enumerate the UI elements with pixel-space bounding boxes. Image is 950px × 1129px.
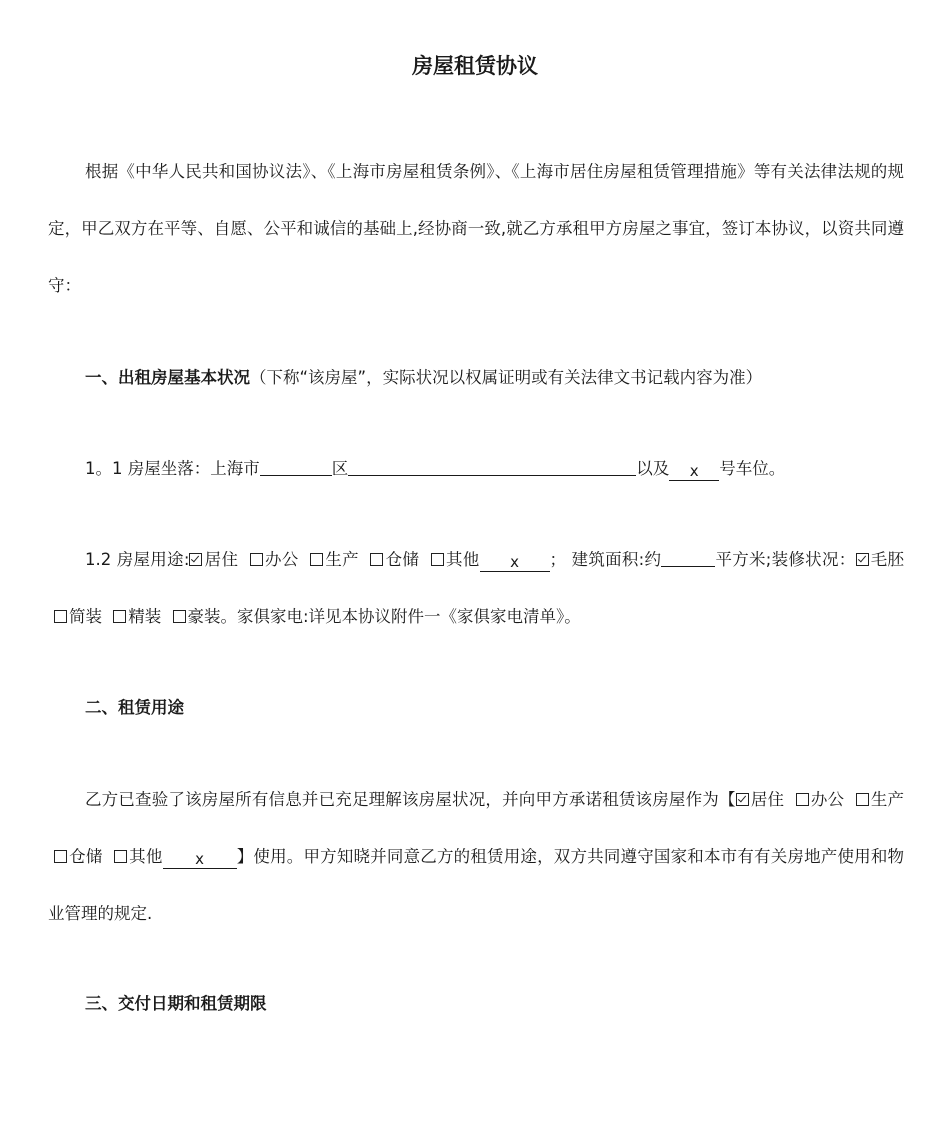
address-blank[interactable] [348,457,636,476]
section-3-heading: 三、交付日期和租赁期限 [85,994,267,1013]
area-prefix: ； 建筑面积:约 [549,550,662,569]
purpose-option-residential[interactable]: 居住 [736,790,785,809]
usage-option-office[interactable]: 办公 [244,550,299,569]
section-1-heading-line [85,364,762,392]
checkbox-icon[interactable] [310,553,323,566]
item-1-1-location [85,455,785,483]
intro-paragraph: 根据《中华人民共和国协议法》、《上海市房屋租赁条例》、《上海市居住房屋租赁管理措施》等有关法律法规的规定，甲乙双方在平等、自愿、公平和诚信的基础上,经协商一致,就乙方承租甲方房屋之事宜，签订本协议，以资共同遵守： [48,162,904,295]
checkbox-icon[interactable] [54,850,67,863]
checkbox-icon[interactable] [856,793,869,806]
furniture-text: 。家俱家电:详见本协议附件一《家俱家电清单》。 [220,607,581,626]
parking-suffix: 号车位。 [719,459,786,478]
usage-option-production[interactable]: 生产 [304,550,359,569]
section-2-paragraph [48,771,904,942]
checkbox-icon[interactable] [113,610,126,623]
item-1-2-usage [48,531,904,645]
location-label: 1。1 房屋坐落：上海市 [85,459,260,478]
checkbox-icon[interactable] [114,850,127,863]
checkbox-icon[interactable] [370,553,383,566]
section-1-note: （下称“该房屋”，实际状况以权属证明或有关法律文书记载内容为准） [250,368,763,387]
decor-option-simple[interactable]: 简装 [48,607,102,626]
district-suffix: 区 [331,459,349,478]
checkbox-checked-icon[interactable] [736,793,749,806]
area-blank[interactable] [661,548,715,567]
usage-label: 1.2 房屋用途: [85,550,190,569]
purpose-option-other[interactable]: 其他 [108,847,163,866]
section-2-text-after: 】使用。甲方知晓并同意乙方的租赁用途，双方共同遵守国家和本市有有关房地产使用和物业管理的规定. [48,847,905,923]
decor-option-rough[interactable]: 毛胚 [856,550,905,569]
checkbox-icon[interactable] [431,553,444,566]
usage-option-residential[interactable]: 居住 [189,550,238,569]
purpose-other-blank[interactable]: x [163,850,237,869]
purpose-option-production[interactable]: 生产 [850,790,904,809]
parking-prefix: 以及 [636,459,670,478]
section-2-heading: 二、租赁用途 [85,698,184,717]
checkbox-icon[interactable] [250,553,263,566]
purpose-option-office[interactable]: 办公 [790,790,845,809]
checkbox-checked-icon[interactable] [856,553,869,566]
checkbox-icon[interactable] [796,793,809,806]
district-blank[interactable] [260,457,332,476]
checkbox-checked-icon[interactable] [189,553,202,566]
purpose-option-storage[interactable]: 仓储 [48,847,103,866]
checkbox-icon[interactable] [173,610,186,623]
section-1-heading: 一、出租房屋基本状况 [85,368,250,387]
decor-option-fine[interactable]: 精装 [107,607,161,626]
area-suffix: 平方米;装修状况： [715,550,856,569]
usage-option-storage[interactable]: 仓储 [364,550,419,569]
usage-other-blank[interactable]: x [480,553,550,572]
decor-option-luxury[interactable]: 豪装 [167,607,221,626]
section-2-text-before: 乙方已查验了该房屋所有信息并已充足理解该房屋状况，并向甲方承诺租赁该房屋作为【 [85,790,736,809]
checkbox-icon[interactable] [54,610,67,623]
document-title: 房屋租赁协议 [412,54,538,78]
parking-number-blank[interactable]: x [669,462,719,481]
usage-option-other[interactable]: 其他 [425,550,480,569]
